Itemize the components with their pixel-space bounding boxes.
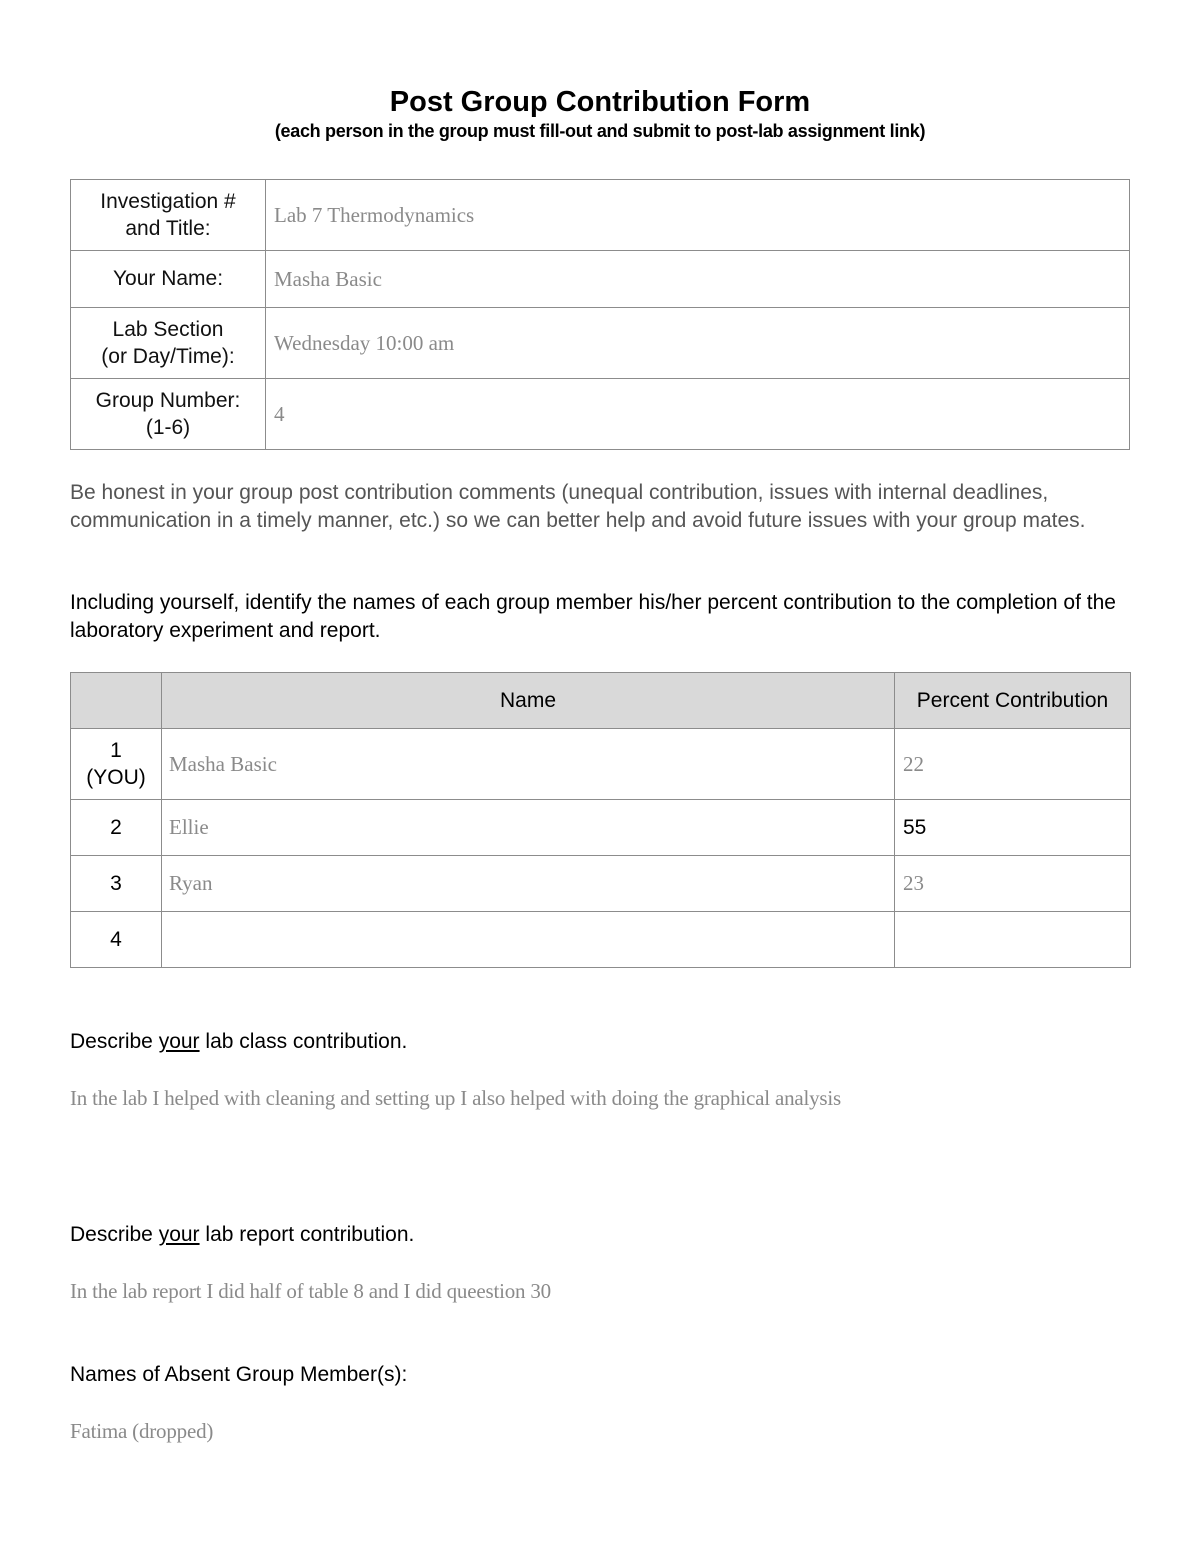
form-title: Post Group Contribution Form bbox=[389, 86, 811, 118]
info-label-line: Your Name: bbox=[112, 267, 224, 290]
prompt-text: Describe bbox=[70, 1030, 159, 1053]
info-label-line: Group Number: bbox=[95, 389, 241, 412]
info-row-section bbox=[71, 308, 1130, 379]
class-contribution-prompt bbox=[70, 1028, 407, 1055]
info-row-group bbox=[71, 379, 1130, 450]
form-subtitle: (each person in the group must fill-out and submit to post-lab assignment link) bbox=[274, 121, 926, 141]
info-label-line: (1-6) bbox=[145, 416, 191, 439]
header-percent: Percent Contribution bbox=[895, 673, 1131, 729]
member-name-field[interactable] bbox=[162, 912, 895, 968]
class-contribution-answer[interactable]: In the lab I helped with cleaning and setting up I also helped with doing the graphical analysis bbox=[70, 1086, 842, 1110]
member-percent-field[interactable]: 23 bbox=[895, 856, 1131, 912]
row-number: 4 bbox=[71, 912, 162, 968]
row-number: 3 bbox=[71, 856, 162, 912]
identify-instruction: Including yourself, identify the names of each group member his/her percent contribution to the completion of the laboratory experiment and report. bbox=[70, 591, 1116, 642]
table-row bbox=[71, 800, 1131, 856]
info-label bbox=[71, 180, 266, 251]
member-percent-field[interactable]: 55 bbox=[895, 800, 1131, 856]
info-label bbox=[71, 379, 266, 450]
group-number-field[interactable]: 4 bbox=[266, 379, 1130, 450]
table-row bbox=[71, 729, 1131, 800]
info-label-line: (or Day/Time): bbox=[101, 345, 235, 368]
header-number bbox=[71, 673, 162, 729]
honesty-instruction: Be honest in your group post contribution comments (unequal contribution, issues with internal deadlines, communication in a timely manner, etc.) so we can better help and avoid future issues with your group mates. bbox=[70, 481, 1086, 532]
info-table bbox=[70, 179, 1130, 450]
absent-members-prompt: Names of Absent Group Member(s): bbox=[70, 1363, 408, 1386]
report-contribution-prompt bbox=[70, 1221, 414, 1248]
info-label-line: and Title: bbox=[125, 217, 211, 240]
info-label bbox=[71, 308, 266, 379]
row-number bbox=[71, 729, 162, 800]
report-contribution-answer[interactable]: In the lab report I did half of table 8 and I did queestion 30 bbox=[70, 1279, 551, 1303]
member-name-field[interactable]: Masha Basic bbox=[162, 729, 895, 800]
contribution-header-row bbox=[71, 673, 1131, 729]
row-number-sub: (YOU) bbox=[86, 766, 146, 789]
absent-members-answer[interactable]: Fatima (dropped) bbox=[70, 1419, 214, 1443]
info-row-name bbox=[71, 251, 1130, 308]
member-percent-field[interactable] bbox=[895, 912, 1131, 968]
table-row bbox=[71, 856, 1131, 912]
prompt-emphasis: your bbox=[158, 1030, 200, 1053]
member-percent-field[interactable]: 22 bbox=[895, 729, 1131, 800]
prompt-text: lab class contribution. bbox=[199, 1030, 408, 1053]
prompt-text: lab report contribution. bbox=[199, 1223, 415, 1246]
table-row bbox=[71, 912, 1131, 968]
your-name-field[interactable]: Masha Basic bbox=[266, 251, 1130, 308]
lab-section-field[interactable]: Wednesday 10:00 am bbox=[266, 308, 1130, 379]
member-name-field[interactable]: Ellie bbox=[162, 800, 895, 856]
info-label-line: Investigation # bbox=[100, 190, 236, 213]
info-label-line: Lab Section bbox=[112, 318, 224, 341]
contribution-table bbox=[70, 672, 1131, 968]
row-number: 2 bbox=[71, 800, 162, 856]
header-name: Name bbox=[162, 673, 895, 729]
info-row-investigation bbox=[71, 180, 1130, 251]
member-name-field[interactable]: Ryan bbox=[162, 856, 895, 912]
info-label bbox=[71, 251, 266, 308]
row-number-value: 1 bbox=[110, 739, 122, 762]
investigation-field[interactable]: Lab 7 Thermodynamics bbox=[266, 180, 1130, 251]
prompt-text: Describe bbox=[70, 1223, 159, 1246]
prompt-emphasis: your bbox=[158, 1223, 200, 1246]
